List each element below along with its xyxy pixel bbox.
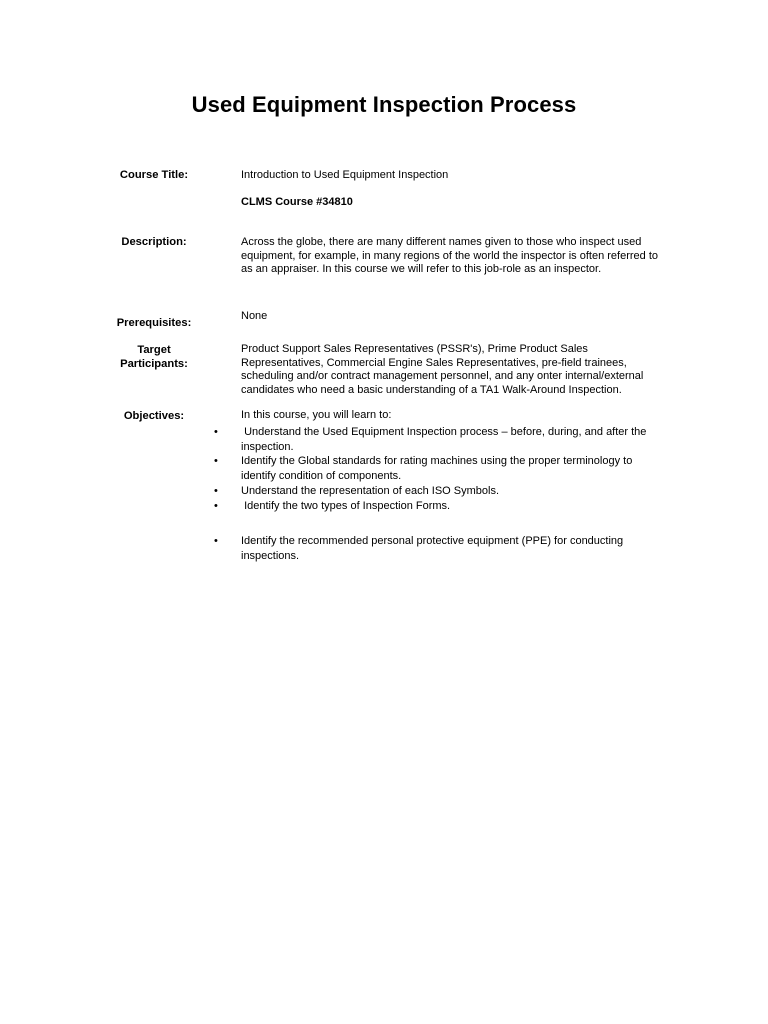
description-label: Description: [121, 236, 187, 248]
objective-text: Identify the Global standards for rating machines using the proper terminology to identify condition of components. [241, 455, 633, 482]
bullet-icon: • [214, 455, 218, 467]
target-participants-value: Product Support Sales Representatives (PSSR's), Prime Product Sales Representatives, Commercial Engine Sales Representatives, pre-field trainees, scheduling and/or contract management personnel, and any onter internal/external candidates who need a basic understanding of a TA1 Walk-Around Inspection. [241, 343, 644, 396]
bullet-icon: • [214, 535, 218, 547]
objective-text: Understand the representation of each ISO Symbols. [241, 485, 500, 497]
objectives-label: Objectives: [123, 410, 185, 422]
document-title: Used Equipment Inspection Process [191, 92, 577, 117]
bullet-icon: • [214, 485, 218, 497]
bullet-icon: • [214, 500, 218, 512]
course-title-value: Introduction to Used Equipment Inspection [241, 169, 449, 181]
prerequisites-label: Prerequisites: [116, 317, 192, 329]
target-label-line2: Participants: [120, 358, 188, 370]
objective-text: Understand the Used Equipment Inspection process – before, during, and after the inspection. [241, 426, 650, 453]
description-value: Across the globe, there are many different names given to those who inspect used equipment, for example, in many regions of the world the inspector is often referred to as an appraiser. In this course we will refer to this job-role as an inspector. [241, 236, 658, 276]
bullet-icon: • [214, 426, 218, 438]
course-number: CLMS Course #34810 [241, 196, 353, 208]
target-label-line1: Target [137, 344, 171, 356]
objective-text: Identify the recommended personal protective equipment (PPE) for conducting inspections. [241, 535, 624, 562]
objectives-intro: In this course, you will learn to: [241, 409, 392, 421]
objective-text: Identify the two types of Inspection Forms. [241, 500, 451, 512]
target-participants-label [74, 343, 234, 371]
prerequisites-value: None [241, 310, 268, 322]
course-title-label: Course Title: [119, 169, 189, 181]
